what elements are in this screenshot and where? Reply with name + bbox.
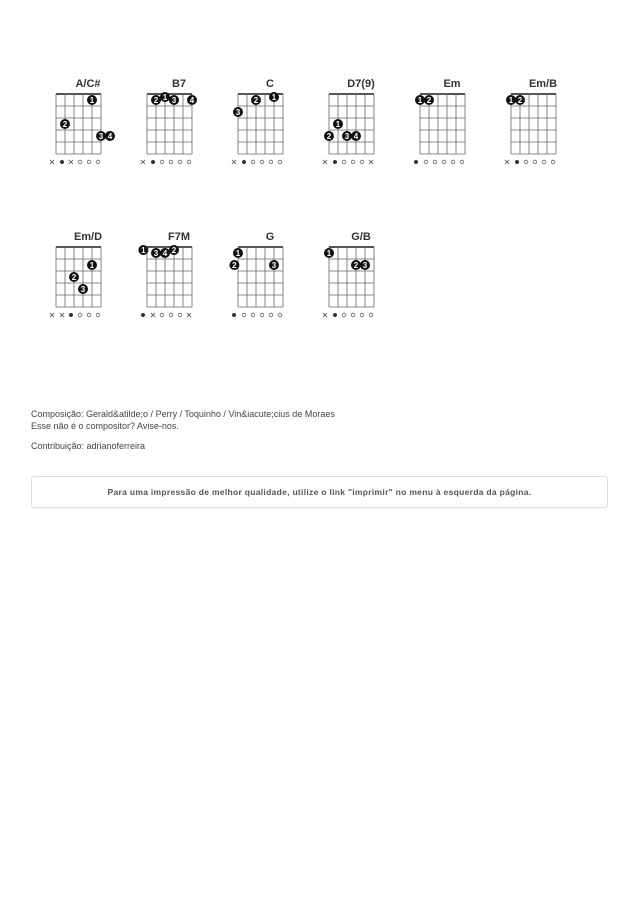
chord-name: F7M [168, 231, 190, 243]
open-string-marker [342, 160, 346, 164]
open-string-marker [251, 313, 255, 317]
muted-string-marker [369, 160, 373, 164]
finger-dot [233, 107, 243, 117]
muted-string-marker [323, 160, 327, 164]
finger-number: 2 [153, 96, 159, 105]
bass-string-marker [242, 160, 246, 164]
finger-number: 3 [344, 132, 350, 141]
chord-diagram [315, 78, 407, 188]
chord-name: D7(9) [347, 78, 375, 90]
finger-dot [69, 272, 79, 282]
chord-name: G [265, 231, 275, 243]
finger-dot [351, 260, 361, 270]
finger-dot [138, 245, 148, 255]
finger-dot [269, 92, 279, 102]
finger-dot [360, 260, 370, 270]
finger-dot [169, 95, 179, 105]
bass-string-marker [60, 160, 64, 164]
bass-string-marker [414, 160, 418, 164]
chord-diagram [42, 78, 134, 188]
chord-diagram [497, 78, 589, 188]
bass-string-marker [141, 313, 145, 317]
chord-name: Em [443, 78, 461, 90]
open-string-marker [87, 313, 91, 317]
finger-dot [78, 284, 88, 294]
muted-string-marker [151, 313, 155, 317]
open-string-marker [351, 313, 355, 317]
finger-dot [151, 95, 161, 105]
open-string-marker [351, 160, 355, 164]
finger-dot [87, 95, 97, 105]
muted-string-marker [50, 313, 54, 317]
muted-string-marker [141, 160, 145, 164]
open-string-marker [269, 313, 273, 317]
open-string-marker [360, 313, 364, 317]
fretboard [42, 231, 134, 341]
open-string-marker [96, 160, 100, 164]
open-string-marker [78, 160, 82, 164]
open-string-marker [460, 160, 464, 164]
open-string-marker [178, 313, 182, 317]
fretboard [315, 231, 407, 341]
open-string-marker [251, 160, 255, 164]
finger-number: 1 [335, 120, 341, 129]
finger-number: 3 [235, 108, 241, 117]
finger-dot [105, 131, 115, 141]
bass-string-marker [333, 160, 337, 164]
finger-number: 2 [253, 96, 259, 105]
finger-number: 3 [362, 261, 368, 270]
chord-name: Em/B [528, 78, 558, 90]
open-string-marker [360, 160, 364, 164]
open-string-marker [260, 160, 264, 164]
finger-dot [60, 119, 70, 129]
open-string-marker [278, 313, 282, 317]
fretboard [133, 78, 225, 188]
finger-number: 1 [417, 96, 423, 105]
finger-dot [160, 92, 170, 102]
open-string-marker [433, 160, 437, 164]
bass-string-marker [232, 313, 236, 317]
finger-dot [251, 95, 261, 105]
finger-number: 2 [353, 261, 359, 270]
finger-number: 1 [326, 249, 332, 258]
print-quality-notice: Para uma impressão de melhor qualidade, utilize o link "imprimir" no menu à esquerda da página. [31, 476, 608, 508]
chord-diagram [133, 78, 225, 188]
muted-string-marker [323, 313, 327, 317]
finger-dot [96, 131, 106, 141]
finger-number: 4 [107, 132, 113, 141]
finger-number: 4 [162, 249, 168, 258]
fretboard [224, 78, 316, 188]
finger-number: 1 [89, 261, 95, 270]
open-string-marker [78, 313, 82, 317]
finger-dot [229, 260, 239, 270]
contribution-credit: Contribuição: adrianoferreira [31, 441, 146, 451]
finger-dot [187, 95, 197, 105]
song-credits [31, 408, 611, 452]
finger-dot [233, 248, 243, 258]
finger-number: 2 [517, 96, 523, 105]
open-string-marker [424, 160, 428, 164]
open-string-marker [87, 160, 91, 164]
finger-number: 2 [426, 96, 432, 105]
chord-name: A/C# [75, 78, 101, 90]
open-string-marker [260, 313, 264, 317]
open-string-marker [169, 160, 173, 164]
open-string-marker [533, 160, 537, 164]
chord-diagrams [0, 0, 638, 340]
finger-dot [160, 248, 170, 258]
open-string-marker [160, 313, 164, 317]
finger-number: 3 [153, 249, 159, 258]
finger-number: 1 [162, 93, 168, 102]
open-string-marker [524, 160, 528, 164]
finger-number: 1 [271, 93, 277, 102]
finger-dot [324, 248, 334, 258]
finger-number: 1 [508, 96, 514, 105]
finger-number: 3 [171, 96, 177, 105]
open-string-marker [242, 313, 246, 317]
finger-number: 4 [353, 132, 359, 141]
open-string-marker [442, 160, 446, 164]
finger-dot [169, 245, 179, 255]
finger-dot [151, 248, 161, 258]
chord-diagram [224, 78, 316, 188]
open-string-marker [342, 313, 346, 317]
composer-correction-note[interactable]: Esse não é o compositor? Avise-nos. [31, 421, 179, 431]
chord-diagram [224, 231, 316, 341]
bass-string-marker [333, 313, 337, 317]
fretboard [497, 78, 589, 188]
finger-number: 2 [232, 261, 237, 270]
finger-number: 3 [80, 285, 86, 294]
fretboard [406, 78, 498, 188]
chord-name: G/B [351, 231, 371, 243]
open-string-marker [542, 160, 546, 164]
open-string-marker [278, 160, 282, 164]
composition-credit: Composição: Gerald&atilde;o / Perry / Toquinho / Vin&iacute;cius de Moraes [31, 409, 335, 419]
open-string-marker [369, 313, 373, 317]
finger-dot [415, 95, 425, 105]
open-string-marker [269, 160, 273, 164]
finger-dot [269, 260, 279, 270]
muted-string-marker [69, 160, 73, 164]
finger-number: 2 [326, 132, 332, 141]
open-string-marker [169, 313, 173, 317]
finger-number: 1 [141, 246, 146, 255]
finger-dot [87, 260, 97, 270]
finger-dot [506, 95, 516, 105]
chord-name: Em/D [73, 231, 103, 243]
finger-number: 1 [235, 249, 241, 258]
finger-dot [324, 131, 334, 141]
open-string-marker [96, 313, 100, 317]
chord-name: B7 [171, 78, 187, 90]
finger-number: 4 [189, 96, 195, 105]
finger-number: 2 [171, 246, 177, 255]
finger-dot [515, 95, 525, 105]
muted-string-marker [505, 160, 509, 164]
open-string-marker [187, 160, 191, 164]
finger-dot [424, 95, 434, 105]
bass-string-marker [69, 313, 73, 317]
bass-string-marker [151, 160, 155, 164]
open-string-marker [178, 160, 182, 164]
fretboard [42, 78, 134, 188]
finger-dot [351, 131, 361, 141]
finger-dot [333, 119, 343, 129]
muted-string-marker [50, 160, 54, 164]
fretboard [315, 78, 407, 188]
chord-diagram [133, 231, 225, 341]
open-string-marker [160, 160, 164, 164]
fretboard [133, 231, 225, 341]
finger-number: 1 [89, 96, 95, 105]
chord-name: C [266, 78, 274, 90]
muted-string-marker [232, 160, 236, 164]
finger-number: 3 [271, 261, 277, 270]
muted-string-marker [60, 313, 64, 317]
chord-diagram [42, 231, 134, 341]
finger-number: 2 [62, 120, 68, 129]
chord-diagram [406, 78, 498, 188]
chord-diagram [315, 231, 407, 341]
open-string-marker [551, 160, 555, 164]
bass-string-marker [515, 160, 519, 164]
finger-number: 3 [98, 132, 104, 141]
finger-number: 2 [71, 273, 77, 282]
finger-dot [342, 131, 352, 141]
fretboard [224, 231, 316, 341]
open-string-marker [451, 160, 455, 164]
muted-string-marker [187, 313, 191, 317]
